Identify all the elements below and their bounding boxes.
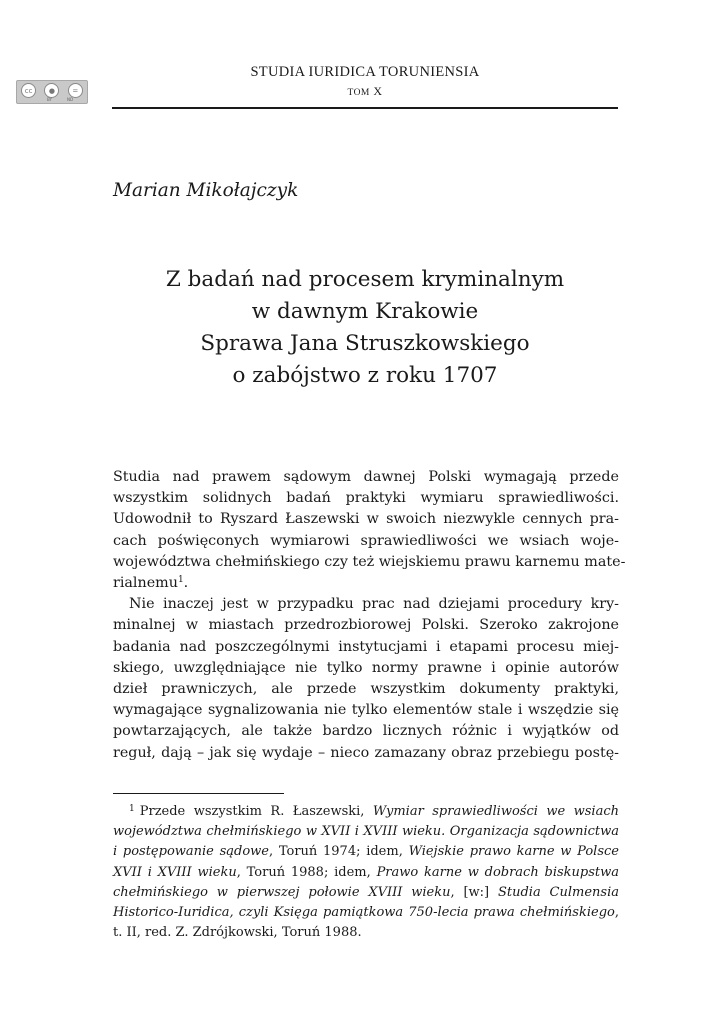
footnote-line: t. II, red. Z. Zdrójkowski, Toruń 1988. bbox=[113, 925, 362, 941]
license-label-by: BY bbox=[47, 97, 52, 102]
footnote-line bbox=[113, 863, 619, 883]
title-line: o zabójstwo z roku 1707 bbox=[232, 363, 498, 388]
footnote-title: Wymiar sprawiedliwości we wsiach bbox=[372, 804, 619, 819]
body-line: skiego, uwzględniające nie tylko normy prawne i opinie autorów bbox=[113, 659, 619, 676]
body-line: wymagające sygnalizowania nie tylko elementów stale i wszędzie się bbox=[113, 702, 619, 719]
title-line: w dawnym Krakowie bbox=[251, 299, 479, 324]
body-line: województwa chełmińskiego czy też wiejskiemu prawu karnemu mate- bbox=[113, 553, 626, 570]
footnote-line bbox=[113, 883, 619, 903]
title-line: Z badań nad procesem kryminalnym bbox=[165, 267, 565, 292]
license-label-nd: ND bbox=[67, 97, 74, 102]
body-line-text: rialnemu bbox=[113, 575, 178, 592]
volume-number: X bbox=[373, 84, 383, 98]
footnote-line bbox=[113, 802, 619, 822]
footnote-title: województwa chełmińskiego w XVII i XVIII wieku. Organizacja sądownictwa bbox=[113, 824, 619, 840]
footnote-text: , Toruń 1988; idem, bbox=[236, 864, 371, 880]
footnote-title: chełmińskiego w pierwszej połowie XVIII wieku bbox=[113, 884, 451, 900]
license-badge bbox=[16, 80, 88, 104]
article-title bbox=[112, 264, 618, 392]
body-line: minalnej w miastach przedrozbiorowej Polski. Szeroko zakrojone bbox=[113, 617, 619, 634]
header-rule bbox=[112, 107, 618, 109]
footnote-title: Prawo karne w dobrach biskupstwa bbox=[376, 864, 619, 880]
body-line: rialnemu$^1$. bbox=[113, 575, 189, 592]
footnote-number: 1 bbox=[129, 804, 135, 814]
body-text bbox=[113, 467, 626, 764]
footnote-title: i postępowanie sądowe bbox=[113, 844, 269, 860]
body-line: dzieł prawniczych, ale przede wszystkim dokumenty praktyki, bbox=[113, 681, 619, 698]
body-line: cach poświęconych wymiarowi sprawiedliwości we wsiach woje- bbox=[113, 532, 619, 549]
footnote-text: , [w:] bbox=[450, 884, 490, 900]
cc-icon: cc bbox=[21, 83, 36, 98]
footnote-title: XVII i XVIII wieku bbox=[113, 864, 237, 880]
footnote-line bbox=[113, 822, 619, 842]
body-line: Studia nad prawem sądowym dawnej Polski wymagają przede bbox=[113, 469, 619, 485]
volume-label bbox=[112, 84, 618, 99]
body-line: powtarzających, ale także bardzo licznych różnic i wyjątków od bbox=[113, 723, 619, 740]
author-name: Marian Mikołajczyk bbox=[113, 180, 299, 201]
body-line: badania nad poszczególnymi instytucjami i etapami procesu miej- bbox=[113, 638, 619, 655]
footnote-title: Wiejskie prawo karne w Polsce bbox=[408, 844, 619, 860]
footnote-line bbox=[113, 842, 619, 862]
footnote bbox=[113, 802, 619, 943]
volume-word: TOM bbox=[347, 88, 370, 98]
body-line: Nie inaczej jest w przypadku prac nad dziejami procedury kry- bbox=[129, 596, 619, 613]
by-icon: ● bbox=[44, 83, 59, 98]
footnote-text: , bbox=[614, 905, 619, 921]
footnote-text: Przede wszystkim R. Łaszewski, bbox=[139, 804, 365, 819]
footnote-ref: 1 bbox=[177, 575, 184, 586]
body-line: wszystkim solidnych badań praktyki wymiaru sprawiedliwości. bbox=[113, 490, 619, 507]
title-line: Sprawa Jana Struszkowskiego bbox=[200, 331, 530, 356]
footnote-text: , Toruń 1974; idem, bbox=[268, 844, 403, 860]
footnote-title: Studia Culmensia bbox=[497, 884, 619, 900]
body-line: Udowodnił to Ryszard Łaszewski w swoich niezwykle cennych pra- bbox=[113, 511, 619, 528]
footnote-rule bbox=[113, 793, 284, 794]
journal-title: STUDIA IURIDICA TORUNIENSIA bbox=[250, 64, 480, 80]
nd-icon: = bbox=[68, 83, 83, 98]
footnote-title: Historico-Iuridica, czyli Księga pamiątkowa 750-lecia prawa chełmińskiego bbox=[113, 905, 615, 921]
footnote-line bbox=[113, 903, 619, 923]
body-line: reguł, dają – jak się wydaje – nieco zamazany obraz przebiegu postę- bbox=[113, 744, 619, 761]
